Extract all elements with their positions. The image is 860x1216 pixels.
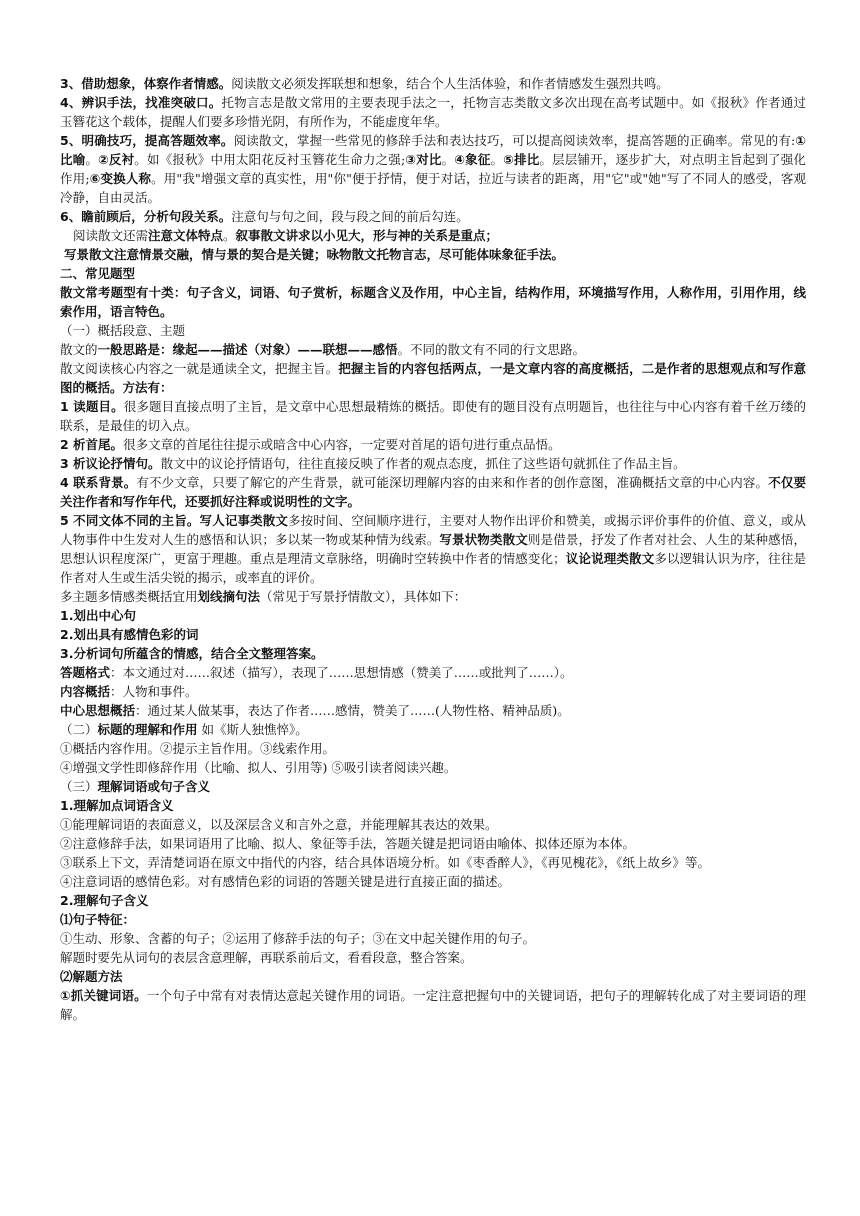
word-point-1 bbox=[60, 815, 806, 834]
text-run: ④注意词语的感情色彩。对有感情色彩的词语的答题关键是进行直接正面的描述。 bbox=[60, 874, 511, 889]
bold-text-run: 叙事散文讲求以小见大，形与神的关系是重点； bbox=[235, 228, 499, 243]
bold-text-run: 1.理解加点词语含义 bbox=[60, 798, 174, 813]
paragraph-6-relations bbox=[60, 207, 806, 226]
text-run: 托物言志是散文常用的主要表现手法之一，托物言志类散文多次出现在高考试题中。如《报秋》作者通过玉簪花这个载体，提醒人们要多珍惜光阴，有所作为，不能虚度年华。 bbox=[60, 95, 806, 129]
subheading-title-function bbox=[60, 720, 806, 739]
heading-sentence-meaning bbox=[60, 891, 806, 910]
text-run: 有不少文章，只要了解它的产生背景，就可能深切理解内容的由来和作者的创作意图，准确概括文章的中心内容。 bbox=[136, 475, 769, 490]
bold-text-run: 2.理解句子含义 bbox=[60, 893, 149, 908]
text-run: 。 bbox=[223, 228, 236, 243]
text-run: 。 bbox=[490, 152, 504, 167]
bold-text-run: 把握主旨的内容包括两点，一是文章内容的高度概括，二是作者的思想观点和写作意图的概括。方法有： bbox=[60, 361, 806, 395]
paragraph-question-types bbox=[60, 283, 806, 321]
word-point-4 bbox=[60, 872, 806, 891]
sentence-features-list bbox=[60, 929, 806, 948]
bold-text-run: 5、明确技巧，提高答题效率。 bbox=[60, 133, 234, 148]
bold-text-run: 划线摘句法 bbox=[197, 589, 261, 604]
bold-text-run: 写景状物类散文 bbox=[439, 532, 528, 547]
paragraph-general-approach bbox=[60, 340, 806, 359]
bold-text-run: 写景散文注意情景交融，情与景的契合是关键；咏物散文托物言志，尽可能体味象征手法。 bbox=[64, 247, 565, 262]
heading-sentence-features bbox=[60, 910, 806, 929]
text-run: 。 bbox=[85, 152, 99, 167]
bold-text-run: 6、瞻前顾后，分析句段关系。 bbox=[60, 209, 232, 224]
bold-text-run: 议论说理类散文 bbox=[565, 551, 655, 566]
text-run: 。用"我"增强文章的真实性，用"你"便于抒情，便于对话，拉近与读者的距离，用"它"或"她"写了不同人的感受，客观冷静，自由灵活。 bbox=[60, 171, 807, 205]
text-run: 阅读散文，掌握一些常见的修辞手法和表达技巧，可以提高阅读效率，提高答题的正确率。常见的有: bbox=[233, 133, 796, 148]
central-idea-summary bbox=[60, 701, 806, 720]
text-run: 很多文章的首尾往往提示或暗含中心内容，一定要对首尾的语句进行重点品悟。 bbox=[123, 437, 561, 452]
heading-solving-methods bbox=[60, 967, 806, 986]
bold-text-run: 4 联系背景。 bbox=[60, 475, 137, 490]
title-functions-2 bbox=[60, 758, 806, 777]
bold-text-run: 1.划出中心句 bbox=[60, 608, 136, 623]
text-run: 。不同的散文有不同的行文思路。 bbox=[397, 342, 586, 357]
text-run: 如《斯人独憔悴》。 bbox=[197, 722, 308, 737]
bold-text-run: 二、常见题型 bbox=[60, 266, 136, 281]
paragraph-genre-note-2 bbox=[60, 245, 806, 264]
method-1-title bbox=[60, 397, 806, 435]
bold-text-run: 3、借助想象，体察作者情感。 bbox=[60, 76, 232, 91]
text-run: 一个句子中常有对表情达意起关键作用的词语。一定注意把握句中的关键词语，把句子的理解转化成了对主要词语的理解。 bbox=[60, 988, 806, 1022]
word-point-3 bbox=[60, 853, 806, 872]
title-functions-1 bbox=[60, 739, 806, 758]
bold-text-run: 理解词语或句子含义 bbox=[97, 779, 211, 794]
bold-text-run: ⑤排比 bbox=[503, 152, 540, 167]
text-run: 多按时间、空间顺序进行，主要对人物作出评价和赞美，或揭示评价事件的价值、意义，或从人物事件中生发对人生的感悟和认识；多以某一物或某种情为线索。 bbox=[60, 513, 806, 547]
text-run: 多以逻辑认识为序，往往是作者对人生或生活尖锐的揭示，或率直的评价。 bbox=[60, 551, 806, 585]
text-run: ：本文通过对……叙述（描写），表现了……思想情感（赞美了……或批判了……）。 bbox=[110, 665, 573, 680]
bold-text-run: 中心思想概括 bbox=[60, 703, 136, 718]
text-run: 。 bbox=[441, 152, 455, 167]
step-2 bbox=[60, 625, 806, 644]
bold-text-run: 5 不同文体不同的主旨。写人记事类散文 bbox=[60, 513, 289, 528]
text-run: ③联系上下文，弄清楚词语在原文中指代的内容，结合具体语境分析。如《枣香醉人》，《再见槐花》，《纸上故乡》等。 bbox=[60, 855, 711, 870]
bold-text-run: 3.分析词句所蕴含的情感，结合全文整理答案。 bbox=[60, 646, 324, 661]
bold-text-run: ②反衬 bbox=[98, 152, 135, 167]
content-summary bbox=[60, 682, 806, 701]
text-run: 很多题目直接点明了主旨，是文章中心思想最精炼的概括。即使有的题目没有点明题旨，也往往与中心内容有着千丝万缕的联系，是最佳的切入点。 bbox=[60, 399, 806, 433]
bold-text-run: ①比喻 bbox=[60, 133, 807, 167]
paragraph-3-imagination bbox=[60, 74, 806, 93]
text-run: （一）概括段意、主题 bbox=[60, 323, 186, 338]
paragraph-main-idea bbox=[60, 359, 806, 397]
bold-text-run: 一般思路是：缘起——描述（对象）——联想——感悟 bbox=[97, 342, 398, 357]
bold-text-run: 不仅要关注作者和写作年代，还要抓好注释或说明性的文字。 bbox=[60, 475, 806, 509]
text-run: 。层层铺开，逐步扩大，对点明主旨起到了强化作用; bbox=[60, 152, 806, 186]
text-run: ：通过某人做某事，表达了作者……感情，赞美了……(人物性格、精神品质)。 bbox=[135, 703, 570, 718]
heading-dotted-words bbox=[60, 796, 806, 815]
text-run: 阅读散文还需 bbox=[73, 228, 149, 243]
step-3 bbox=[60, 644, 806, 663]
bold-text-run: 注意文体特点 bbox=[148, 228, 224, 243]
bold-text-run: ①抓关键词语。 bbox=[60, 988, 147, 1003]
text-run: 则是借景，抒发了作者对社会、人生的某种感悟，思想认识程度深广，更富于理趣。重点是理清文章脉络，明确时空转换中作者的情感变化； bbox=[60, 532, 806, 566]
text-run: 注意句与句之间，段与段之间的前后勾连。 bbox=[231, 209, 469, 224]
text-run: 散文阅读核心内容之一就是通读全文，把握主旨。 bbox=[60, 361, 339, 376]
step-1 bbox=[60, 606, 806, 625]
text-run: 多主题多情感类概括宜用 bbox=[60, 589, 198, 604]
solving-method-1 bbox=[60, 986, 806, 1024]
method-5-genre bbox=[60, 511, 806, 587]
text-run: ②注意修辞手法，如果词语用了比喻、拟人、象征等手法，答题关键是把词语由喻体、拟体还原为本体。 bbox=[60, 836, 636, 851]
text-run: 阅读散文必须发挥联想和想象，结合个人生活体验，和作者情感发生强烈共鸣。 bbox=[231, 76, 669, 91]
text-run: （常见于写景抒情散文），具体如下： bbox=[260, 589, 467, 604]
bold-text-run: 内容概括 bbox=[60, 684, 111, 699]
text-run: （二） bbox=[60, 722, 98, 737]
text-run: 。如《报秋》中用太阳花反衬玉簪花生命力之强; bbox=[134, 152, 406, 167]
method-2-ends bbox=[60, 435, 806, 454]
paragraph-genre-note bbox=[60, 226, 806, 245]
bold-text-run: ⑥变换人称 bbox=[89, 171, 152, 186]
bold-text-run: 散文常考题型有十类：句子含义，词语、句子赏析，标题含义及作用，中心主旨，结构作用，环境描写作用，人称作用，引用作用，线索作用，语言特色。 bbox=[60, 285, 806, 319]
word-point-2 bbox=[60, 834, 806, 853]
answer-format bbox=[60, 663, 806, 682]
method-4-background bbox=[60, 473, 806, 511]
bold-text-run: 标题的理解和作用 bbox=[97, 722, 198, 737]
bold-text-run: 2.划出具有感情色彩的词 bbox=[60, 627, 199, 642]
bold-text-run: ⑵解题方法 bbox=[60, 969, 123, 984]
text-run: ①概括内容作用。②提示主旨作用。③线索作用。 bbox=[60, 741, 336, 756]
text-run: ①能理解词语的表面意义，以及深层含义和言外之意，并能理解其表达的效果。 bbox=[60, 817, 498, 832]
text-run: ①生动、形象、含蓄的句子；②运用了修辞手法的句子；③在文中起关键作用的句子。 bbox=[60, 931, 536, 946]
text-run: ④增强文学性即修辞作用（比喻、拟人、引用等) ⑤吸引读者阅读兴趣。 bbox=[60, 760, 457, 775]
bold-text-run: 4、辨识手法，找准突破口。 bbox=[60, 95, 222, 110]
bold-text-run: ③对比 bbox=[405, 152, 442, 167]
sentence-approach bbox=[60, 948, 806, 967]
subheading-word-meaning bbox=[60, 777, 806, 796]
bold-text-run: 答题格式 bbox=[60, 665, 111, 680]
paragraph-4-techniques bbox=[60, 93, 806, 131]
bold-text-run: 1 读题目。 bbox=[60, 399, 124, 414]
paragraph-5-skills bbox=[60, 131, 806, 207]
text-run: 解题时要先从词句的表层含意理解，再联系前后文，看看段意，整合答案。 bbox=[60, 950, 473, 965]
text-run: （三） bbox=[60, 779, 98, 794]
bold-text-run: 3 析议论抒情句。 bbox=[60, 456, 161, 471]
text-run: 散文中的议论抒情语句，往往直接反映了作者的观点态度，抓住了这些语句就抓住了作品主旨。 bbox=[160, 456, 686, 471]
method-3-commentary bbox=[60, 454, 806, 473]
bold-text-run: ⑴句子特征： bbox=[60, 912, 136, 927]
subheading-summary bbox=[60, 321, 806, 340]
bold-text-run: 2 析首尾。 bbox=[60, 437, 124, 452]
paragraph-underline-method bbox=[60, 587, 806, 606]
text-run: ：人物和事件。 bbox=[110, 684, 198, 699]
text-run: 散文的 bbox=[60, 342, 98, 357]
bold-text-run: ④象征 bbox=[454, 152, 491, 167]
section-heading-question-types bbox=[60, 264, 806, 283]
